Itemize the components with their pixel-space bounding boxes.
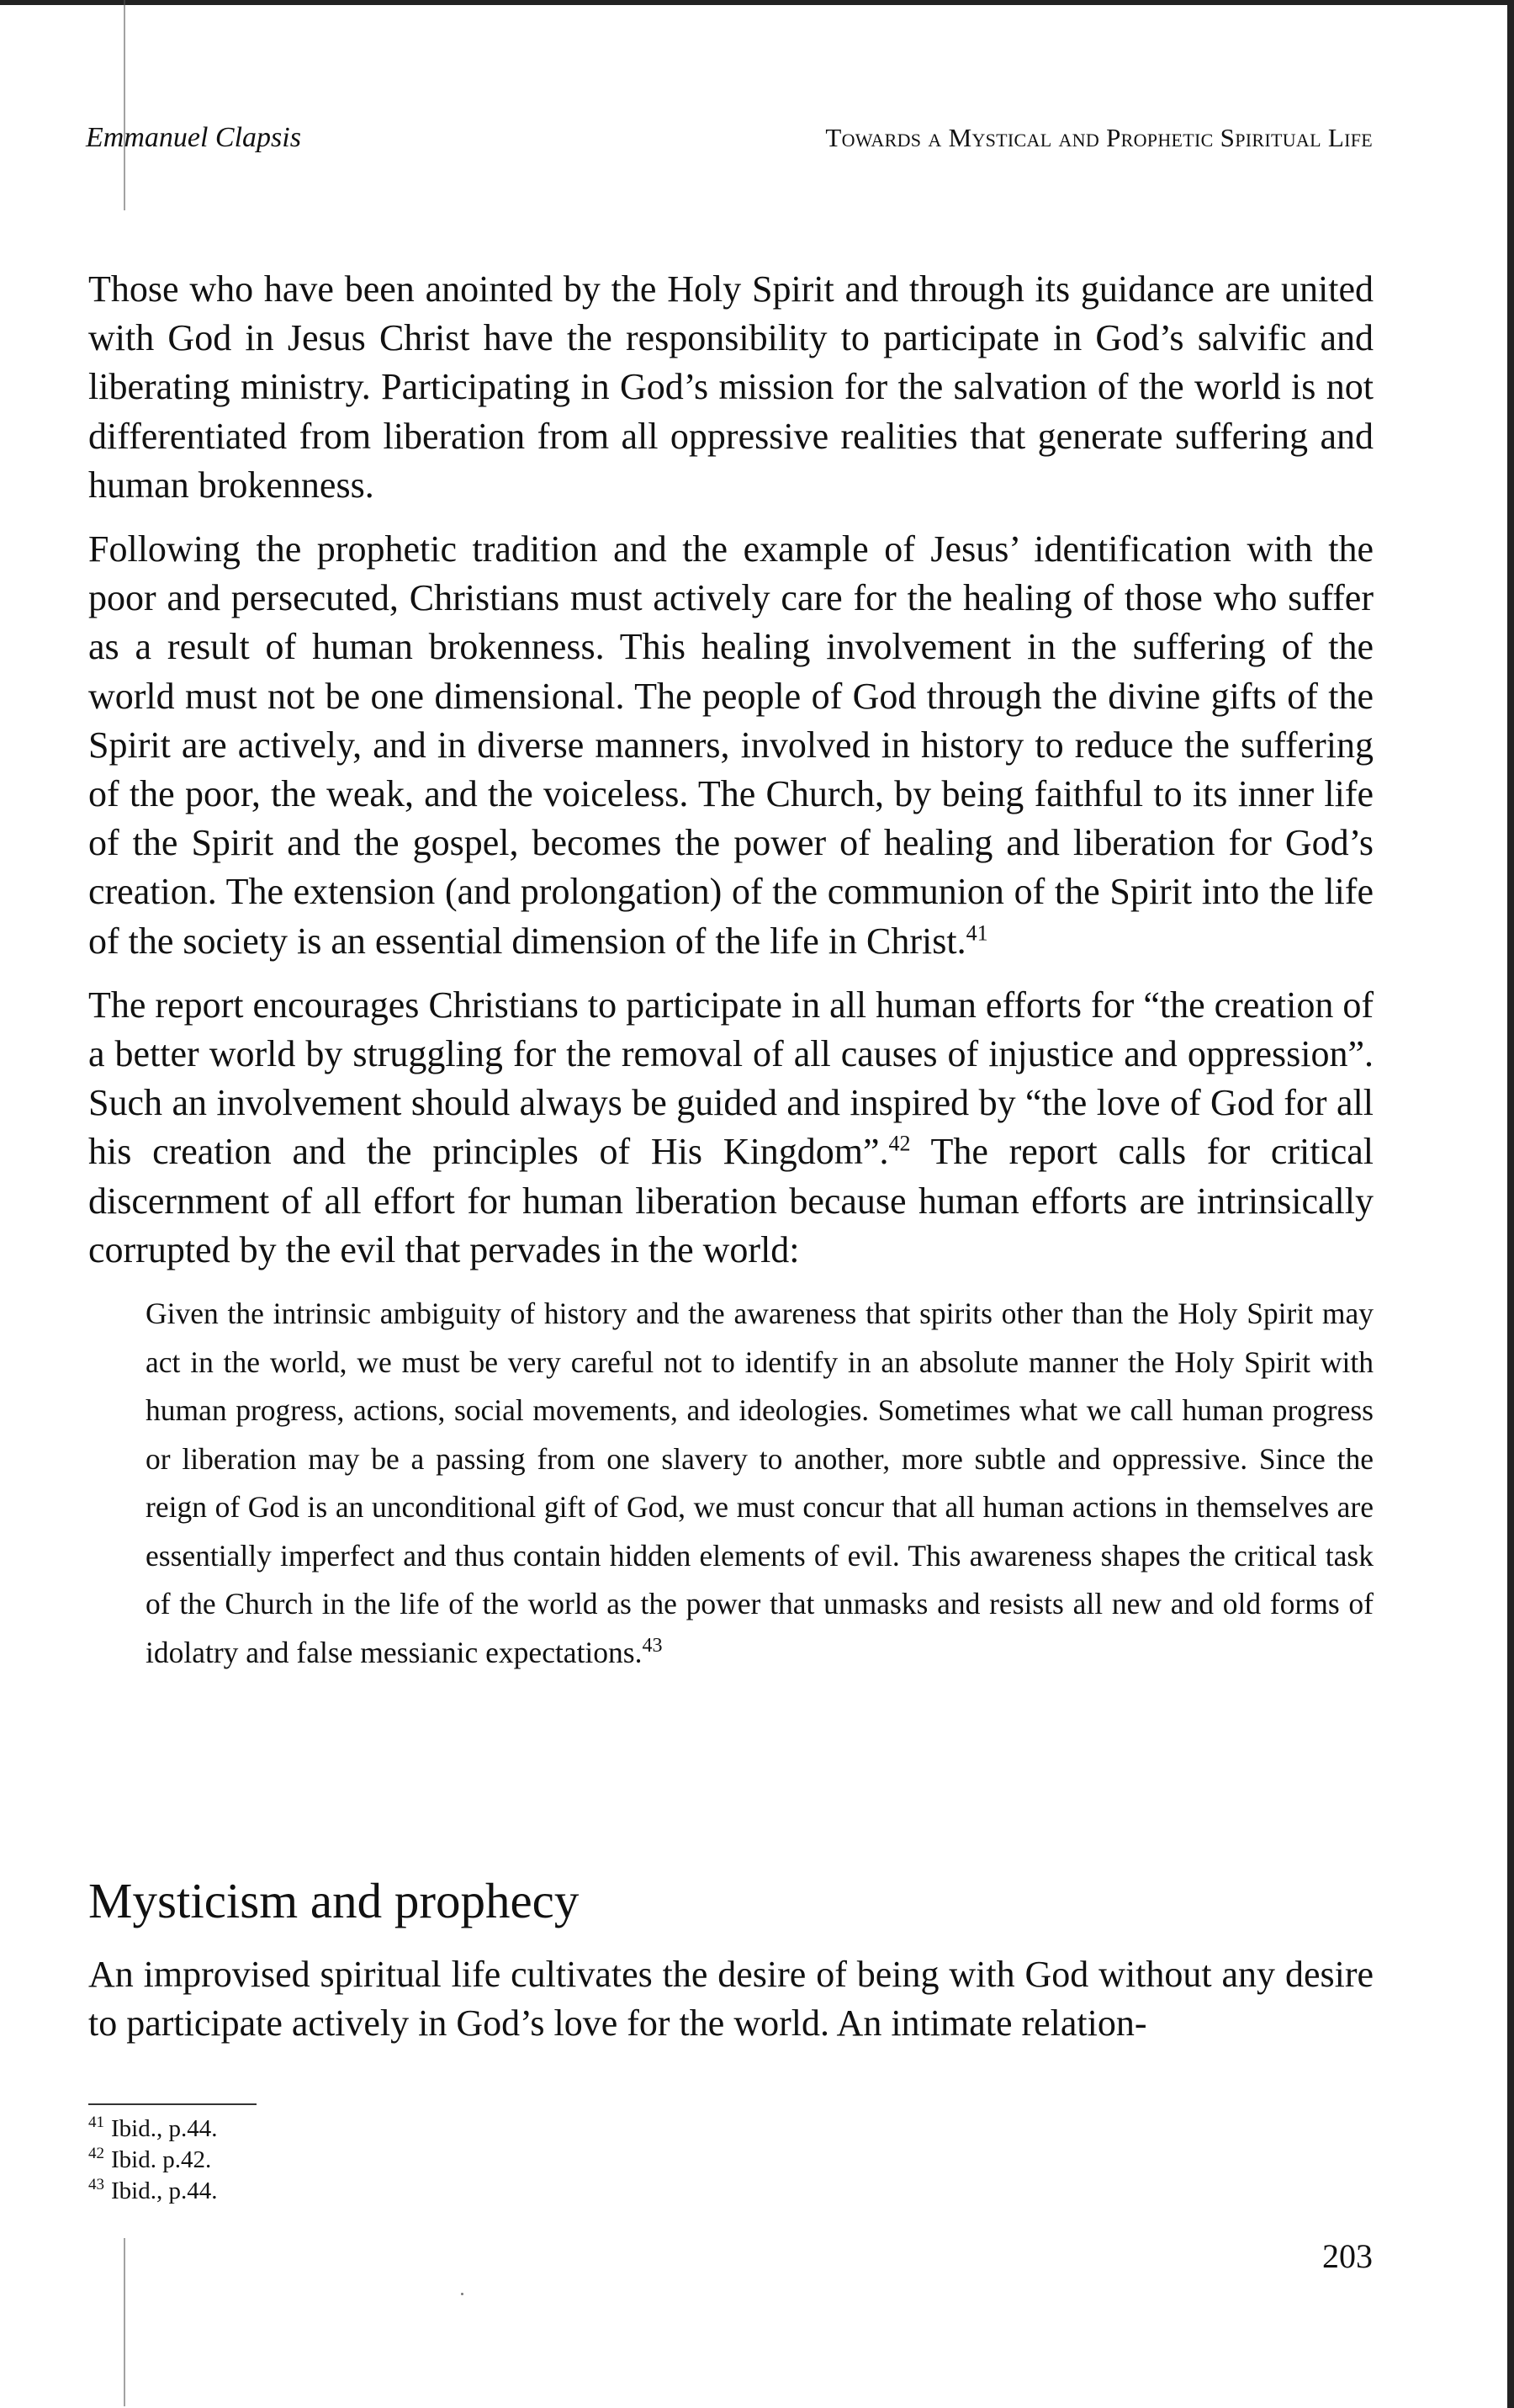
paragraph-text: The report encourages Christians to participate in all human efforts for “the creation of a better world by struggling for the removal of all causes of injustice and oppression”. Such an involvement should always be guided and inspired by “the love of God for all his creation and the principles of His Kingdom”. [88, 984, 1374, 1173]
footnote-ref: 41 [966, 920, 988, 945]
scan-border-right [1507, 0, 1514, 2408]
paragraph [88, 1950, 1374, 2048]
footnote-text: Ibid., p.44. [111, 2115, 218, 2142]
paragraph [88, 981, 1374, 1275]
scan-artifact-line [124, 2238, 125, 2406]
section-heading: Mysticism and prophecy [88, 1873, 580, 1928]
footnote-number: 42 [88, 2145, 104, 2163]
running-title: Towards a Mystical and Prophetic Spiritual Life [825, 123, 1373, 152]
section-body [88, 1950, 1374, 2063]
footnote-text: Ibid., p.44. [111, 2177, 218, 2204]
scan-artifact-line [124, 0, 125, 210]
paragraph [88, 525, 1374, 966]
footnote [88, 2176, 217, 2207]
paragraph [88, 265, 1374, 510]
page-number: 203 [1322, 2237, 1373, 2275]
block-quote [146, 1290, 1374, 1677]
main-text [88, 265, 1374, 1677]
footnote [88, 2145, 217, 2176]
footnote-number: 43 [88, 2176, 104, 2194]
scan-border-top [0, 0, 1514, 5]
paragraph-text: Following the prophetic tradition and the example of Jesus’ identification with the poor and persecuted, Christians must actively care for the healing of those who suffer as a result of human brokenness. This healing involvement in the suffering of the world must not be one dimensional. The people of God through the divine gifts of the Spirit are actively, and in diverse manners, involved in history to reduce the suffering of the poor, the weak, and the voiceless. The Church, by being faithful to its inner life of the Spirit and the gospel, becomes the power of healing and liberation for God’s creation. The extension (and prolongation) of the communion of the Spirit into the life of the society is an essential dimension of the life in Christ. [88, 528, 1374, 962]
paragraph-text: An improvised spiritual life cultivates the desire of being with God without any desire to participate actively in God’s love for the world. An intimate relation- [88, 1954, 1374, 2045]
footnotes [88, 2114, 217, 2207]
footnote-ref: 43 [642, 1634, 663, 1657]
footnote-text: Ibid. p.42. [111, 2146, 212, 2173]
scan-speck [461, 2293, 463, 2295]
footnote [88, 2114, 217, 2145]
paragraph-text: Those who have been anointed by the Holy Spirit and through its guidance are united with God in Jesus Christ have the responsibility to participate in God’s salvific and liberating ministry. Participating in God’s mission for the salvation of the world is not differentiated from liberation from all oppressive realities that generate suffering and human brokenness. [88, 268, 1374, 506]
footnote-ref: 42 [888, 1131, 911, 1156]
footnote-number: 41 [88, 2114, 104, 2132]
running-header [86, 122, 1373, 164]
block-quote-text: Given the intrinsic ambiguity of history and the awareness that spirits other than the Holy Spirit may act in the world, we must be very careful not to identify in an absolute manner the Holy Spirit with human progress, actions, social movements, and ideologies. Sometimes what we call human progress or liberation may be a passing from one slavery to another, more subtle and oppressive. Since the reign of God is an unconditional gift of God, we must concur that all human actions in themselves are essentially imperfect and thus contain hidden elements of evil. This awareness shapes the critical task of the Church in the life of the world as the power that unmasks and resists all new and old forms of idolatry and false messianic expectations. [146, 1297, 1374, 1669]
footnote-divider [88, 2103, 257, 2105]
author-name: Emmanuel Clapsis [86, 122, 301, 153]
paragraph-text: The report calls for critical discernment of all effort for human liberation because human efforts are intrinsically corrupted by the evil that pervades in the world: [88, 1131, 1374, 1270]
